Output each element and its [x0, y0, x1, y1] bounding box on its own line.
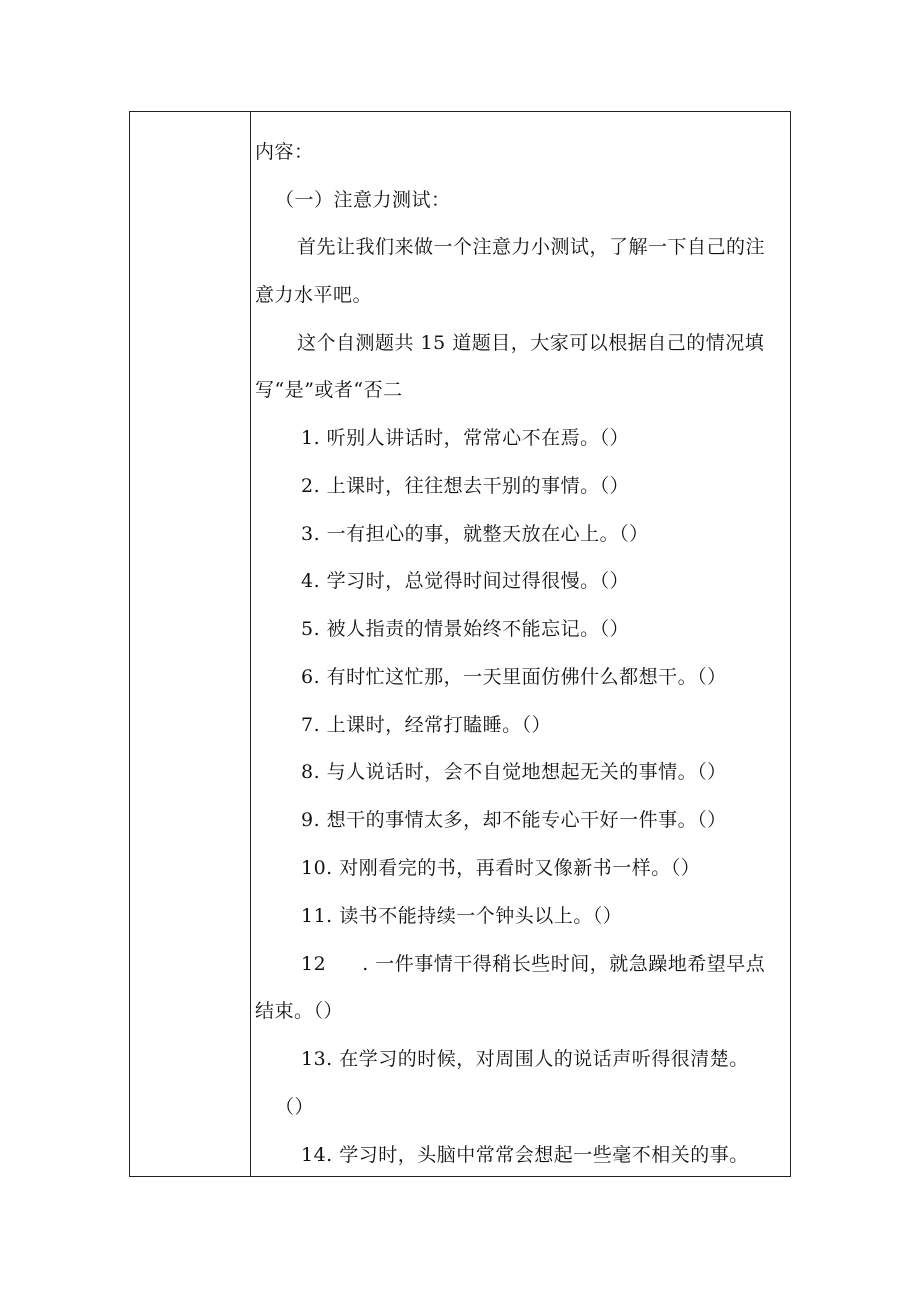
- intro-paragraph-2-line-2: 写“是”或者“否二: [255, 379, 403, 401]
- question-12-text: . 一件事情干得稍长些时间，就急躁地希望早点: [362, 953, 766, 975]
- question-item-13-line-1: 13. 在学习的时候，对周围人的说话声听得很清楚。: [301, 1048, 749, 1070]
- question-item: 3. 一有担心的事，就整天放在心上。（）: [301, 523, 649, 545]
- question-item: 5. 被人指责的情景始终不能忘记。（）: [301, 618, 630, 640]
- question-item: 7. 上课时，经常打瞌睡。（）: [301, 714, 552, 736]
- table-left-cell: [130, 112, 251, 1176]
- question-item-13-line-2: （）: [275, 1096, 315, 1118]
- question-item: 4. 学习时，总觉得时间过得很慢。（）: [301, 570, 630, 592]
- document-table: [129, 111, 791, 1177]
- table-content-cell: [251, 112, 790, 1176]
- question-item: 1. 听别人讲话时，常常心不在焉。（）: [301, 427, 630, 449]
- question-item-12-line-1: [301, 952, 765, 976]
- section-title: （一）注意力测试：: [275, 189, 451, 211]
- intro-paragraph-2-line-1: 这个自测题共 15 道题目，大家可以根据自己的情况填: [297, 332, 765, 354]
- intro-paragraph-1-line-1: 首先让我们来做一个注意力小测试，了解一下自己的注: [297, 236, 766, 258]
- question-item: 11. 读书不能持续一个钟头以上。（）: [301, 905, 623, 927]
- question-item: 10. 对刚看完的书，再看时又像新书一样。（）: [301, 857, 701, 879]
- question-item-12-line-2: 结束。（）: [255, 1000, 344, 1022]
- content-heading: 内容：: [255, 141, 314, 163]
- question-12-number: 12: [301, 953, 327, 975]
- intro-paragraph-1-line-2: 意力水平吧。: [255, 284, 373, 306]
- question-item: 6. 有时忙这忙那，一天里面仿佛什么都想干。（）: [301, 666, 727, 688]
- question-item: 8. 与人说话时，会不自觉地想起无关的事情。（）: [301, 761, 727, 783]
- question-item: 9. 想干的事情太多，却不能专心干好一件事。（）: [301, 809, 727, 831]
- question-item: 2. 上课时，往往想去干别的事情。（）: [301, 475, 630, 497]
- question-item-14-line-1: 14. 学习时，头脑中常常会想起一些毫不相关的事。: [301, 1144, 749, 1166]
